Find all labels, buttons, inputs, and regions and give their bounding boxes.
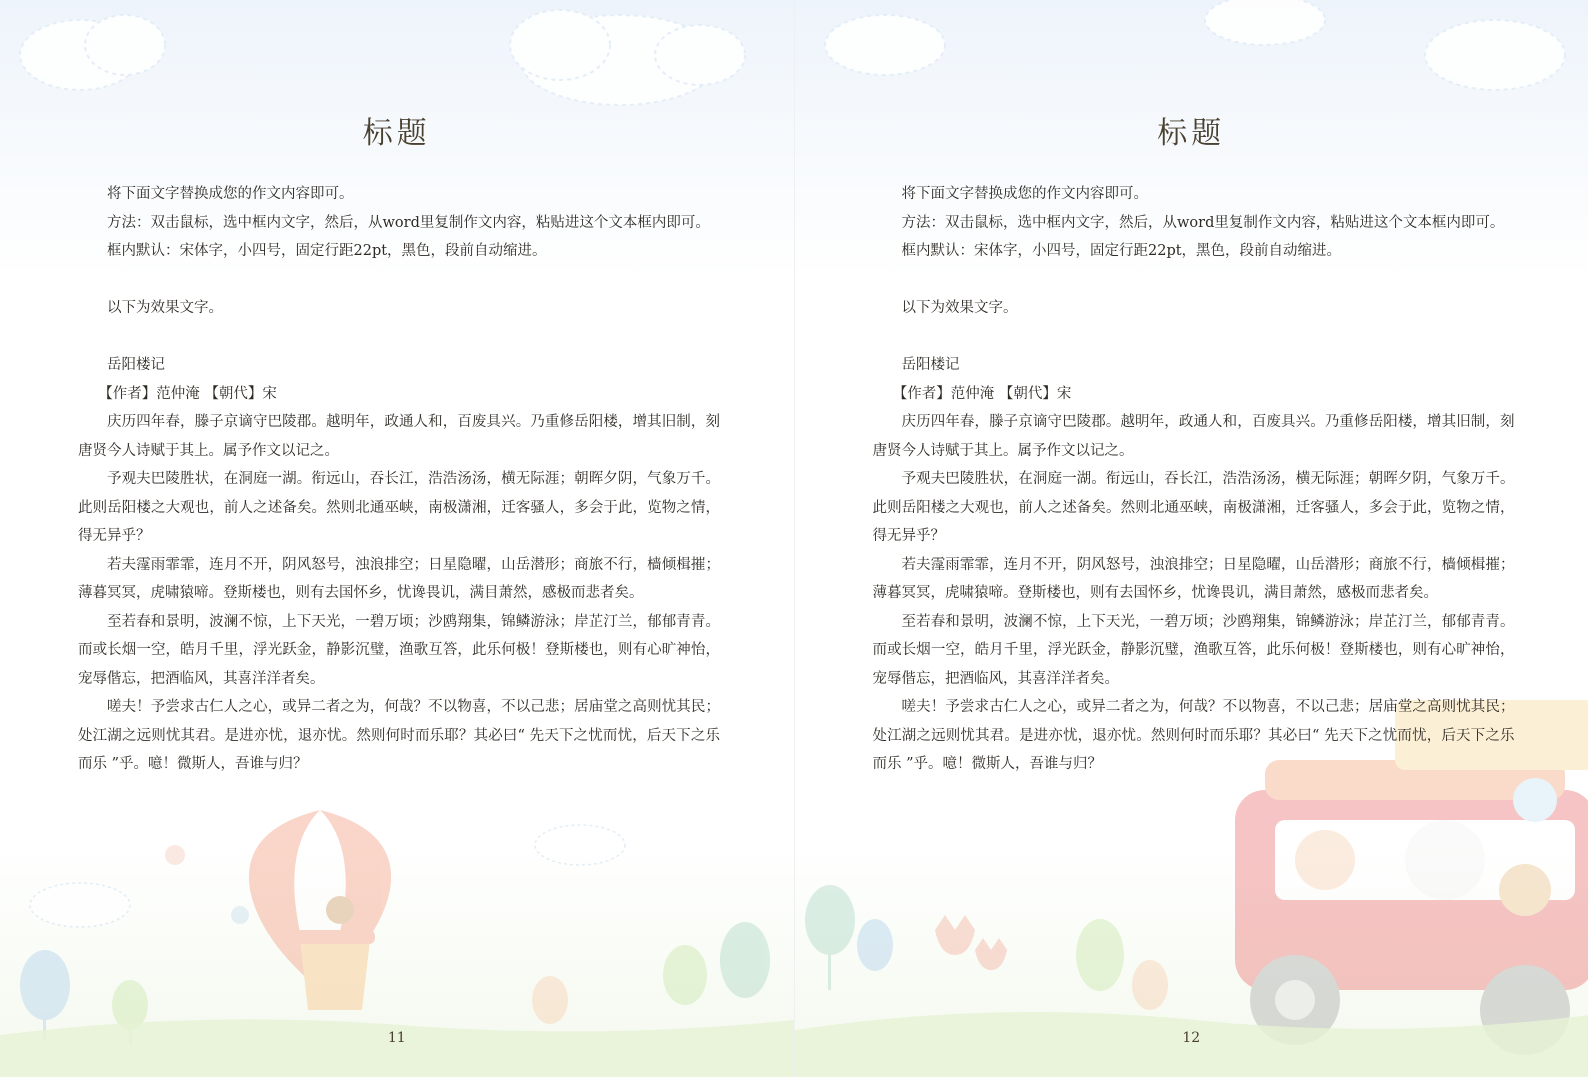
blank-line [873,323,1515,352]
essay-body [873,180,1515,779]
essay-paragraph: 将下面文字替换成您的作文内容即可。 [107,186,354,202]
blank-line [78,266,720,295]
blank-line [873,266,1515,295]
page-title: 标题 [1157,116,1226,151]
page-title: 标题 [362,116,431,151]
essay-paragraph: 予观夫巴陵胜状，在洞庭一湖。衔远山，吞长江，浩浩汤汤，横无际涯；朝晖夕阴，气象万千。此则岳阳楼之大观也，前人之述备矣。然则北通巫峡，南极潇湘，迁客骚人，多会于此，览物之情，得无异乎？ [78,471,720,544]
essay-paragraph: 若夫霪雨霏霏，连月不开，阴风怒号，浊浪排空；日星隐曜，山岳潜形；商旅不行，樯倾楫摧；薄暮冥冥，虎啸猿啼。登斯楼也，则有去国怀乡，忧谗畏讥，满目萧然，感极而悲者矣。 [872,556,1515,601]
essay-paragraph: 【作者】范仲淹 【朝代】宋 [98,385,277,402]
essay-paragraph: 若夫霪雨霏霏，连月不开，阴风怒号，浊浪排空；日星隐曜，山岳潜形；商旅不行，樯倾楫摧；薄暮冥冥，虎啸猿啼。登斯楼也，则有去国怀乡，忧谗畏讥，满目萧然，感极而悲者矣。 [78,556,720,601]
essay-paragraph: 予观夫巴陵胜状，在洞庭一湖。衔远山，吞长江，浩浩汤汤，横无际涯；朝晖夕阴，气象万千。此则岳阳楼之大观也，前人之述备矣。然则北通巫峡，南极潇湘，迁客骚人，多会于此，览物之情，得无异乎？ [872,471,1515,544]
essay-paragraph: 庆历四年春，滕子京谪守巴陵郡。越明年，政通人和，百废具兴。乃重修岳阳楼，增其旧制，刻唐贤今人诗赋于其上。属予作文以记之。 [872,414,1515,459]
essay-paragraph: 【作者】范仲淹 【朝代】宋 [892,385,1072,402]
page-number: 12 [1182,1030,1201,1046]
essay-paragraph: 框内默认：宋体字，小四号，固定行距22pt，黑色，段前自动缩进。 [107,243,547,259]
essay-paragraph: 至若春和景明，波澜不惊，上下天光，一碧万顷；沙鸥翔集，锦鳞游泳；岸芷汀兰，郁郁青青。而或长烟一空，皓月千里，浮光跃金，静影沉璧，渔歌互答，此乐何极！登斯楼也，则有心旷神怡，宠辱偕忘，把酒临风，其喜洋洋者矣。 [872,613,1515,687]
essay-paragraph: 以下为效果文字。 [107,300,223,316]
essay-paragraph: 以下为效果文字。 [901,300,1018,316]
essay-body [78,180,720,779]
essay-paragraph: 嗟夫！予尝求古仁人之心，或异二者之为，何哉？不以物喜，不以己悲；居庙堂之高则忧其民；处江湖之远则忧其君。是进亦忧，退亦忧。然则何时而乐耶？其必曰“ 先天下之忧而忧，后天下之乐而乐 ”乎。噫！微斯人，吾谁与归？ [78,699,720,772]
page-right [794,0,1588,1077]
essay-paragraph: 方法：双击鼠标，选中框内文字，然后，从word里复制作文内容，粘贴进这个文本框内即可。 [901,214,1505,231]
essay-paragraph: 方法：双击鼠标，选中框内文字，然后，从word里复制作文内容，粘贴进这个文本框内即可。 [107,214,710,231]
essay-paragraph: 嗟夫！予尝求古仁人之心，或异二者之为，何哉？不以物喜，不以己悲；居庙堂之高则忧其民；处江湖之远则忧其君。是进亦忧，退亦忧。然则何时而乐耶？其必曰“ 先天下之忧而忧，后天下之乐而乐 ”乎。噫！微斯人，吾谁与归？ [872,699,1515,772]
blank-line [78,323,720,352]
essay-paragraph: 庆历四年春，滕子京谪守巴陵郡。越明年，政通人和，百废具兴。乃重修岳阳楼，增其旧制，刻唐贤今人诗赋于其上。属予作文以记之。 [78,414,720,459]
essay-paragraph: 至若春和景明，波澜不惊，上下天光，一碧万顷；沙鸥翔集，锦鳞游泳；岸芷汀兰，郁郁青青。而或长烟一空，皓月千里，浮光跃金，静影沉璧，渔歌互答，此乐何极！登斯楼也，则有心旷神怡，宠辱偕忘，把酒临风，其喜洋洋者矣。 [78,613,720,687]
essay-paragraph: 岳阳楼记 [901,357,960,373]
essay-paragraph: 框内默认：宋体字，小四号，固定行距22pt，黑色，段前自动缩进。 [901,243,1342,259]
essay-paragraph: 岳阳楼记 [107,357,165,373]
essay-paragraph: 将下面文字替换成您的作文内容即可。 [901,186,1148,202]
page-number: 11 [387,1030,406,1046]
